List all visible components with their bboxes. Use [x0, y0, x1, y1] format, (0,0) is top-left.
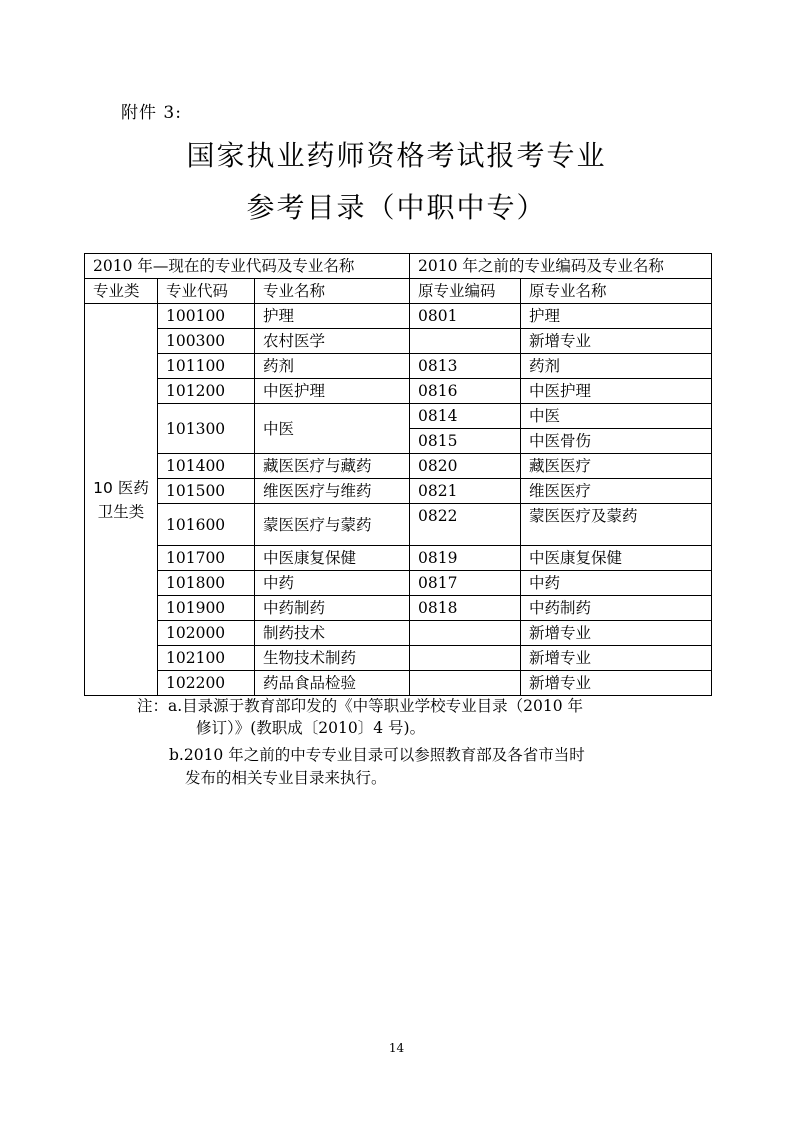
code-cell: 101600	[158, 504, 255, 546]
name-cell: 农村医学	[255, 329, 410, 354]
old-code-cell	[410, 621, 521, 646]
old-code-cell: 0814	[410, 404, 521, 429]
group-header-current: 2010 年—现在的专业代码及专业名称	[85, 254, 410, 279]
specialty-catalog-table	[84, 253, 712, 696]
old-name-cell: 中药	[521, 571, 712, 596]
code-cell: 101200	[158, 379, 255, 404]
table-row	[85, 646, 712, 671]
table-row	[85, 379, 712, 404]
name-cell: 药剂	[255, 354, 410, 379]
table-column-header-row	[85, 279, 712, 304]
category-cell	[85, 304, 158, 696]
old-code-cell: 0820	[410, 454, 521, 479]
code-cell: 102200	[158, 671, 255, 696]
category-line1: 10 医药	[93, 478, 149, 497]
category-line2: 卫生类	[97, 502, 145, 521]
code-cell: 101900	[158, 596, 255, 621]
name-cell: 中医康复保健	[255, 546, 410, 571]
old-name-cell: 新增专业	[521, 671, 712, 696]
old-code-cell: 0819	[410, 546, 521, 571]
old-name-cell: 中医护理	[521, 379, 712, 404]
name-cell: 藏医医疗与藏药	[255, 454, 410, 479]
table-row	[85, 596, 712, 621]
col-header-code: 专业代码	[158, 279, 255, 304]
name-cell: 药品食品检验	[255, 671, 410, 696]
code-cell: 101100	[158, 354, 255, 379]
name-cell: 中药制药	[255, 596, 410, 621]
table-row	[85, 454, 712, 479]
table-row	[85, 671, 712, 696]
table-row	[85, 621, 712, 646]
old-name-cell: 维医医疗	[521, 479, 712, 504]
old-name-cell: 新增专业	[521, 329, 712, 354]
table-row	[85, 404, 712, 429]
old-name-cell: 藏医医疗	[521, 454, 712, 479]
code-cell: 101500	[158, 479, 255, 504]
page-number: 14	[388, 1041, 405, 1055]
note-b-line1: b.2010 年之前的中专专业目录可以参照教育部及各省市当时	[169, 746, 585, 764]
code-cell: 101800	[158, 571, 255, 596]
old-code-cell	[410, 329, 521, 354]
col-header-old-name: 原专业名称	[521, 279, 712, 304]
old-name-cell: 中医康复保健	[521, 546, 712, 571]
table-row	[85, 504, 712, 546]
code-cell: 101300	[158, 404, 255, 454]
table-row	[85, 571, 712, 596]
name-cell: 维医医疗与维药	[255, 479, 410, 504]
table-row	[85, 304, 712, 329]
group-header-before: 2010 年之前的专业编码及专业名称	[410, 254, 712, 279]
name-cell: 护理	[255, 304, 410, 329]
name-cell: 生物技术制药	[255, 646, 410, 671]
document-title-line2: 参考目录（中职中专）	[246, 191, 547, 224]
name-cell: 制药技术	[255, 621, 410, 646]
old-name-cell: 中药制药	[521, 596, 712, 621]
old-code-cell: 0818	[410, 596, 521, 621]
old-code-cell: 0801	[410, 304, 521, 329]
old-code-cell: 0813	[410, 354, 521, 379]
old-code-cell	[410, 646, 521, 671]
old-code-cell: 0817	[410, 571, 521, 596]
name-cell: 中医护理	[255, 379, 410, 404]
code-cell: 100100	[158, 304, 255, 329]
table-row	[85, 354, 712, 379]
code-cell: 101700	[158, 546, 255, 571]
table-row	[85, 546, 712, 571]
old-name-cell: 中医骨伤	[521, 429, 712, 454]
note-a-line1: 注：a.目录源于教育部印发的《中等职业学校专业目录（2010 年	[137, 697, 584, 715]
code-cell: 100300	[158, 329, 255, 354]
code-cell: 101400	[158, 454, 255, 479]
old-code-cell: 0816	[410, 379, 521, 404]
note-b-line2: 发布的相关专业目录来执行。	[185, 769, 387, 787]
table-group-header-row	[85, 254, 712, 279]
document-title-line1: 国家执业药师资格考试报考专业	[186, 139, 607, 172]
col-header-name: 专业名称	[255, 279, 410, 304]
old-name-cell: 新增专业	[521, 621, 712, 646]
note-a-line2: 修订）》(教职成〔2010〕4 号)。	[196, 719, 426, 737]
old-code-cell: 0815	[410, 429, 521, 454]
col-header-category: 专业类	[85, 279, 158, 304]
old-name-cell: 新增专业	[521, 646, 712, 671]
old-name-cell: 护理	[521, 304, 712, 329]
attachment-label: 附件 3:	[121, 103, 182, 123]
old-code-cell	[410, 671, 521, 696]
old-name-cell: 蒙医医疗及蒙药	[521, 504, 712, 546]
name-cell: 蒙医医疗与蒙药	[255, 504, 410, 546]
old-code-cell: 0822	[410, 504, 521, 546]
code-cell: 102000	[158, 621, 255, 646]
name-cell: 中药	[255, 571, 410, 596]
table-row	[85, 329, 712, 354]
name-cell: 中医	[255, 404, 410, 454]
table-row	[85, 479, 712, 504]
old-code-cell: 0821	[410, 479, 521, 504]
old-name-cell: 药剂	[521, 354, 712, 379]
code-cell: 102100	[158, 646, 255, 671]
old-name-cell: 中医	[521, 404, 712, 429]
col-header-old-code: 原专业编码	[410, 279, 521, 304]
